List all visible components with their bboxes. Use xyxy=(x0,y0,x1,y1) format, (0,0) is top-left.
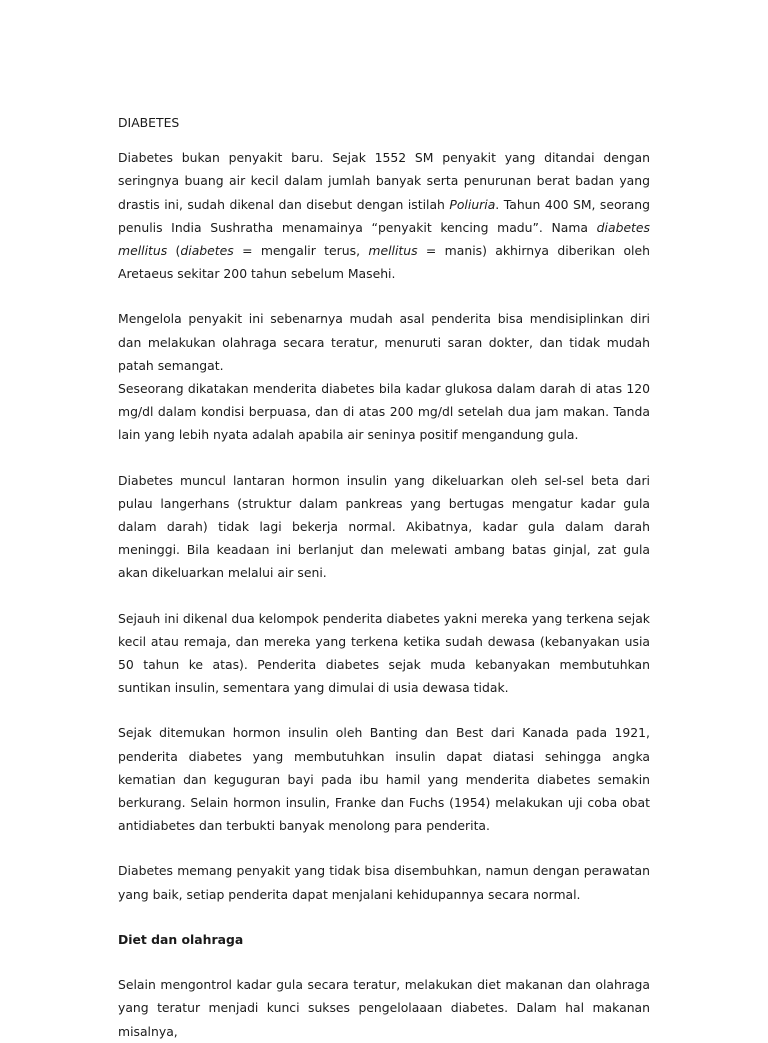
paragraph-insulin-discovery: Sejak ditemukan hormon insulin oleh Banting dan Best dari Kanada pada 1921, penderita diabetes yang membutuhkan insulin dapat diatasi sehingga angka kematian dan keguguran bayi pada ibu hamil yang menderita diabetes semakin berkurang. Selain hormon insulin, Franke dan Fuchs (1954) melakukan uji coba obat antidiabetes dan terbukti banyak menolong para penderita. xyxy=(118,725,650,834)
section-heading-diet: Diet dan olahraga xyxy=(118,931,244,947)
paragraph-insulin-cause: Diabetes muncul lantaran hormon insulin yang dikeluarkan oleh sel-sel beta dari pulau langerhans (struktur dalam pankreas yang bertugas mengatur kadar gula dalam darah) tidak lagi bekerja normal. Akibatnya, kadar gula dalam darah meninggi. Bila keadaan ini berlanjut dan melewati ambang batas ginjal, zat gula akan dikeluarkan melalui air seni. xyxy=(118,472,650,581)
italic-term-mellitus: mellitus xyxy=(368,243,418,259)
text-run: = mengalir terus, xyxy=(233,243,369,259)
text-run: = manis) akhirnya diberikan oleh Aretaeus sekitar 200 tahun sebelum Masehi. xyxy=(118,243,650,282)
italic-term-diabetes: diabetes xyxy=(180,243,234,259)
document-title: DIABETES xyxy=(118,115,180,130)
paragraph-glucose-criteria: Seseorang dikatakan menderita diabetes bila kadar glukosa dalam darah di atas 120 mg/dl dalam kondisi berpuasa, dan di atas 200 mg/dl setelah dua jam makan. Tanda lain yang lebih nyata adalah apabila air seninya positif mengandung gula. xyxy=(118,381,650,443)
paragraph-prognosis: Diabetes memang penyakit yang tidak bisa disembuhkan, namun dengan perawatan yang baik, setiap penderita dapat menjalani kehidupannya secara normal. xyxy=(118,863,650,902)
italic-term-diabetes-mellitus: diabetes mellitus xyxy=(118,219,650,259)
text-run: . Tahun 400 SM, seorang penulis India Sushratha menamainya “penyakit kencing madu”. Nama xyxy=(118,196,650,235)
paragraph-diet: Selain mengontrol kadar gula secara teratur, melakukan diet makanan dan olahraga yang teratur menjadi kunci sukses pengelolaaan diabetes. Dalam hal makanan misalnya, xyxy=(118,977,650,1039)
italic-term-poliuria: Poliuria xyxy=(449,196,496,212)
paragraph-management: Mengelola penyakit ini sebenarnya mudah asal penderita bisa mendisiplinkan diri dan melakukan olahraga secara teratur, menuruti saran dokter, dan tidak mudah patah semangat. xyxy=(118,311,650,373)
text-run: Diabetes bukan penyakit baru. Sejak 1552 SM penyakit yang ditandai dengan seringnya buang air kecil dalam jumlah banyak serta penurunan berat badan yang drastis ini, sudah dikenal dan disebut dengan istilah xyxy=(118,150,650,212)
paragraph-patient-groups: Sejauh ini dikenal dua kelompok penderita diabetes yakni mereka yang terkena sejak kecil atau remaja, dan mereka yang terkena ketika sudah dewasa (kebanyakan usia 50 tahun ke atas). Penderita diabetes sejak muda kebanyakan membutuhkan suntikan insulin, sementara yang dimulai di usia dewasa tidak. xyxy=(118,610,650,696)
text-run: ( xyxy=(167,243,181,259)
paragraph-history xyxy=(118,146,650,285)
